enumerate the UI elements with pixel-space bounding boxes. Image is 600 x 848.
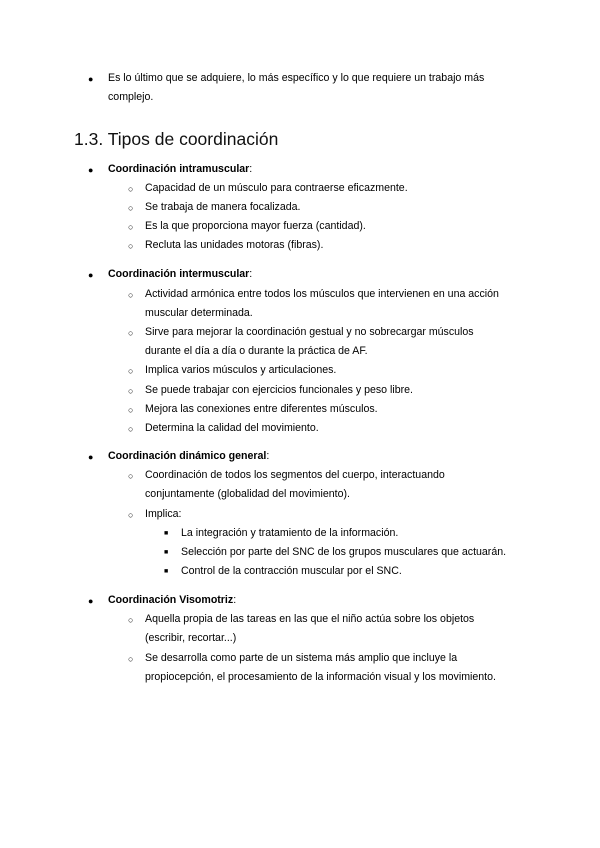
sub-list-item: Control de la contracción muscular por el SNC. bbox=[181, 565, 402, 577]
bullet-disc-icon: ● bbox=[88, 165, 94, 175]
bullet-circle-icon: ○ bbox=[128, 184, 134, 194]
bullet-circle-icon: ○ bbox=[128, 386, 134, 396]
list-item-continuation: durante el día a día o durante la práctica de AF. bbox=[145, 345, 368, 357]
bullet-circle-icon: ○ bbox=[128, 222, 134, 232]
bullet-disc-icon: ● bbox=[88, 74, 94, 84]
section-2-title: Coordinación intermuscular: bbox=[108, 268, 253, 280]
bullet-circle-icon: ○ bbox=[128, 366, 134, 376]
bullet-square-icon: ■ bbox=[164, 530, 169, 537]
bullet-circle-icon: ○ bbox=[128, 328, 134, 338]
section-4-title: Coordinación Visomotriz: bbox=[108, 594, 237, 606]
bullet-circle-icon: ○ bbox=[128, 290, 134, 300]
list-item: Actividad armónica entre todos los músculos que intervienen en una acción bbox=[145, 288, 499, 300]
intro-line-1: Es lo último que se adquiere, lo más específico y lo que requiere un trabajo más bbox=[108, 72, 485, 84]
bullet-square-icon: ■ bbox=[164, 549, 169, 556]
bullet-disc-icon: ● bbox=[88, 270, 94, 280]
bullet-circle-icon: ○ bbox=[128, 405, 134, 415]
bullet-circle-icon: ○ bbox=[128, 510, 134, 520]
bullet-circle-icon: ○ bbox=[128, 424, 134, 434]
list-item: Sirve para mejorar la coordinación gestual y no sobrecargar músculos bbox=[145, 326, 474, 338]
section-1-title: Coordinación intramuscular: bbox=[108, 163, 253, 175]
list-item: Coordinación de todos los segmentos del cuerpo, interactuando bbox=[145, 469, 445, 481]
list-item: Se puede trabajar con ejercicios funcionales y peso libre. bbox=[145, 384, 413, 396]
list-item: Aquella propia de las tareas en las que el niño actúa sobre los objetos bbox=[145, 613, 475, 625]
sub-list-item: Selección por parte del SNC de los grupos musculares que actuarán. bbox=[181, 546, 507, 558]
bullet-disc-icon: ● bbox=[88, 452, 94, 462]
list-item: Determina la calidad del movimiento. bbox=[145, 422, 319, 434]
intro-line-2: complejo. bbox=[108, 91, 154, 103]
list-item-continuation: (escribir, recortar...) bbox=[145, 632, 237, 644]
list-item-continuation: muscular determinada. bbox=[145, 307, 253, 319]
bullet-circle-icon: ○ bbox=[128, 471, 134, 481]
bullet-circle-icon: ○ bbox=[128, 203, 134, 213]
list-item: Se desarrolla como parte de un sistema más amplio que incluye la bbox=[145, 652, 458, 664]
section-3-title: Coordinación dinámico general: bbox=[108, 450, 270, 462]
bullet-disc-icon: ● bbox=[88, 596, 94, 606]
list-item-continuation: conjuntamente (globalidad del movimiento). bbox=[145, 488, 350, 500]
list-item: Implica: bbox=[145, 508, 182, 520]
bullet-circle-icon: ○ bbox=[128, 654, 134, 664]
list-item-continuation: propiocepción, el procesamiento de la información visual y los movimiento. bbox=[145, 671, 496, 683]
list-item: Recluta las unidades motoras (fibras). bbox=[145, 239, 324, 251]
list-item: Es la que proporciona mayor fuerza (cantidad). bbox=[145, 220, 366, 232]
bullet-circle-icon: ○ bbox=[128, 241, 134, 251]
bullet-square-icon: ■ bbox=[164, 568, 169, 575]
section-heading: 1.3. Tipos de coordinación bbox=[74, 129, 279, 149]
list-item: Mejora las conexiones entre diferentes músculos. bbox=[145, 403, 378, 415]
bullet-circle-icon: ○ bbox=[128, 615, 134, 625]
list-item: Se trabaja de manera focalizada. bbox=[145, 201, 301, 213]
sub-list-item: La integración y tratamiento de la información. bbox=[181, 527, 399, 539]
list-item: Capacidad de un músculo para contraerse eficazmente. bbox=[145, 182, 408, 194]
list-item: Implica varios músculos y articulaciones. bbox=[145, 364, 337, 376]
